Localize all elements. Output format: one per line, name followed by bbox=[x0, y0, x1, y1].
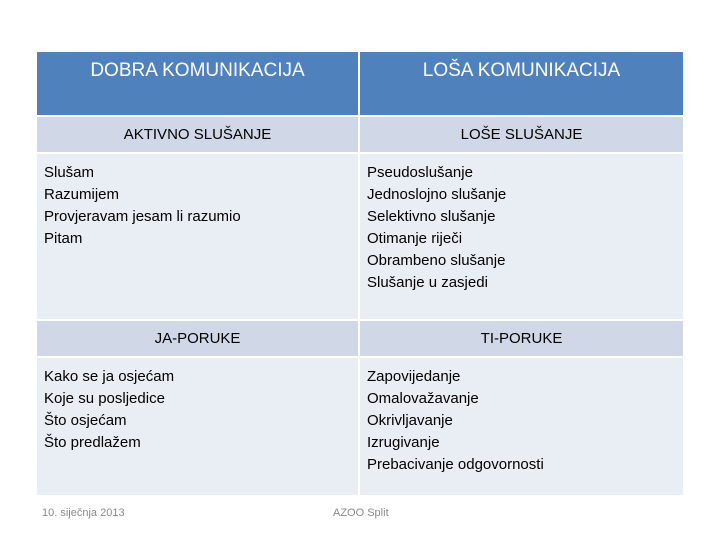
subheader-bad-listening: LOŠE SLUŠANJE bbox=[359, 116, 684, 153]
i-messages-list bbox=[36, 357, 359, 496]
bad-listening-list bbox=[359, 153, 684, 320]
subheader-i-messages: JA-PORUKE bbox=[36, 320, 359, 357]
list-item: Omalovažavanje bbox=[367, 390, 479, 407]
list-item: Što predlažem bbox=[44, 434, 141, 451]
header-good-communication: DOBRA KOMUNIKACIJA bbox=[36, 51, 359, 116]
list-item: Okrivljavanje bbox=[367, 412, 453, 429]
list-item: Provjeravam jesam li razumio bbox=[44, 208, 241, 225]
list-item: Obrambeno slušanje bbox=[367, 252, 506, 269]
list-item: Slušam bbox=[44, 164, 95, 181]
list-item: Zapovijedanje bbox=[367, 368, 461, 385]
you-messages-list bbox=[359, 357, 684, 496]
list-item: Koje su posljedice bbox=[44, 390, 165, 407]
list-item: Razumijem bbox=[44, 186, 120, 203]
list-item: Kako se ja osjećam bbox=[44, 368, 175, 385]
footer-date: 10. siječnja 2013 bbox=[42, 507, 125, 519]
header-bad-communication: LOŠA KOMUNIKACIJA bbox=[359, 51, 684, 116]
list-item: Otimanje riječi bbox=[367, 230, 463, 247]
footer-organization: AZOO Split bbox=[333, 507, 389, 519]
subheader-you-messages: TI-PORUKE bbox=[359, 320, 684, 357]
list-item: Jednoslojno slušanje bbox=[367, 186, 507, 203]
subheader-active-listening: AKTIVNO SLUŠANJE bbox=[36, 116, 359, 153]
list-item: Slušanje u zasjedi bbox=[367, 274, 488, 291]
list-item: Izrugivanje bbox=[367, 434, 440, 451]
active-listening-list bbox=[36, 153, 359, 320]
list-item: Selektivno slušanje bbox=[367, 208, 496, 225]
list-item: Prebacivanje odgovornosti bbox=[367, 456, 544, 473]
comparison-table bbox=[36, 51, 684, 496]
list-item: Pseudoslušanje bbox=[367, 164, 473, 181]
list-item: Pitam bbox=[44, 230, 83, 247]
list-item: Što osjećam bbox=[44, 412, 127, 429]
